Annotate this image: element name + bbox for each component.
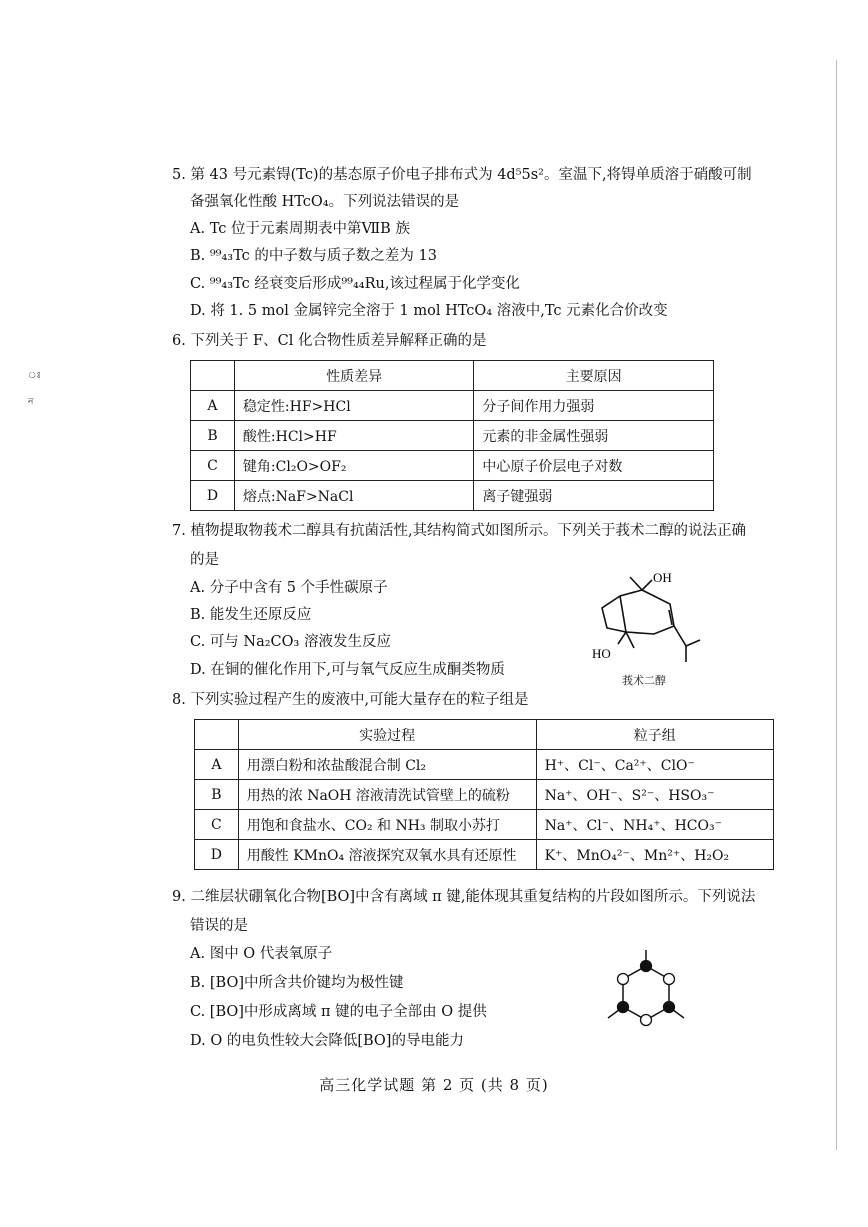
five-membered-ring [602, 590, 642, 632]
q9-stem-line2: 错误的是 [190, 918, 248, 934]
table-cell: D [195, 840, 239, 870]
table-cell: 中心原子价层电子对数 [474, 451, 714, 481]
oxygen-atom-open [641, 1015, 652, 1026]
table-row [195, 780, 774, 810]
table-cell: A [191, 391, 235, 421]
q6-header-2: 主要原因 [474, 361, 714, 391]
table-cell: 元素的非金属性强弱 [474, 421, 714, 451]
curcumenol-structure-diagram [590, 562, 720, 672]
q7-stem-line1: 7. 植物提取物莪术二醇具有抗菌活性,其结构简式如图所示。下列关于莪术二醇的说法正确 [172, 523, 747, 539]
table-cell: K⁺、MnO₄²⁻、Mn²⁺、H₂O₂ [536, 840, 773, 870]
table-cell: 稳定性:HF>HCl [234, 391, 473, 421]
boron-atom-filled [618, 1002, 629, 1013]
q8-header-2: 粒子组 [536, 720, 773, 750]
table-row [195, 810, 774, 840]
q6-stem: 6. 下列关于 F、Cl 化合物性质差异解释正确的是 [172, 333, 487, 349]
q5-stem-line2: 备强氧化性酸 HTcO₄。下列说法错误的是 [190, 194, 460, 210]
methyl-bond-top [630, 577, 642, 590]
q6-header-1: 性质差异 [234, 361, 473, 391]
q5-option-d: D. 将 1. 5 mol 金属锌完全溶于 1 mol HTcO₄ 溶液中,Tc 元素化合价改变 [190, 303, 668, 319]
seven-membered-ring [626, 590, 674, 634]
table-row [195, 750, 774, 780]
q5-option-a: A. Tc 位于元素周期表中第ⅦB 族 [190, 221, 410, 237]
q6-table [190, 360, 714, 511]
table-cell: 用漂白粉和浓盐酸混合制 Cl₂ [238, 750, 536, 780]
q9-option-a: A. 图中 O 代表氧原子 [190, 946, 333, 962]
table-cell: H⁺、Cl⁻、Ca²⁺、ClO⁻ [536, 750, 773, 780]
side-mark-2: ন [28, 397, 34, 407]
oh-label-bottom: HO [592, 646, 611, 661]
table-row [191, 481, 714, 511]
oxygen-atom-open [664, 974, 675, 985]
q8-stem: 8. 下列实验过程产生的废液中,可能大量存在的粒子组是 [172, 692, 529, 708]
table-row [191, 391, 714, 421]
table-cell: A [195, 750, 239, 780]
table-cell: 酸性:HCl>HF [234, 421, 473, 451]
table-cell: 用酸性 KMnO₄ 溶液探究双氧水具有还原性 [238, 840, 536, 870]
q6-header-0 [191, 361, 235, 391]
table-cell: 分子间作用力强弱 [474, 391, 714, 421]
page-edge-line [836, 60, 837, 1150]
side-mark-1: ঃ [28, 371, 42, 381]
table-cell: B [195, 780, 239, 810]
q8-header-0 [195, 720, 239, 750]
isopropyl-group [674, 626, 700, 662]
oxygen-atom-open [618, 974, 629, 985]
table-cell: 熔点:NaF>NaCl [234, 481, 473, 511]
q7-option-b: B. 能发生还原反应 [190, 607, 312, 623]
q5-stem-line1: 5. 第 43 号元素锝(Tc)的基态原子价电子排布式为 4d⁵5s²。室温下,将锝单质溶于硝酸可制 [172, 167, 752, 183]
table-row [195, 840, 774, 870]
methyl-bond-bottom [626, 632, 634, 648]
table-cell: 键角:Cl₂O>OF₂ [234, 451, 473, 481]
boron-oxide-fragment-diagram [600, 944, 692, 1040]
table-cell: B [191, 421, 235, 451]
q9-option-c: C. [BO]中形成离域 π 键的电子全部由 O 提供 [190, 1004, 487, 1020]
page-footer: 高三化学试题 第 2 页 (共 8 页) [319, 1076, 549, 1094]
table-header-row [195, 720, 774, 750]
table-cell: Na⁺、OH⁻、S²⁻、HSO₃⁻ [536, 780, 773, 810]
table-row [191, 421, 714, 451]
table-cell: 用热的浓 NaOH 溶液清洗试管壁上的硫粉 [238, 780, 536, 810]
q9-option-b: B. [BO]中所含共价键均为极性键 [190, 975, 404, 991]
table-cell: D [191, 481, 235, 511]
boron-atom-filled [641, 961, 652, 972]
q5-option-c: C. ⁹⁹₄₃Tc 经衰变后形成⁹⁹₄₄Ru,该过程属于化学变化 [190, 276, 520, 292]
oh-label-top: OH [653, 570, 672, 585]
table-cell: Na⁺、Cl⁻、NH₄⁺、HCO₃⁻ [536, 810, 773, 840]
boron-atom-filled [664, 1002, 675, 1013]
q8-table [194, 719, 774, 870]
table-cell: 离子键强弱 [474, 481, 714, 511]
table-header-row [191, 361, 714, 391]
structure-caption: 莪术二醇 [622, 674, 666, 687]
q7-option-d: D. 在铜的催化作用下,可与氧气反应生成酮类物质 [190, 662, 505, 678]
q8-header-1: 实验过程 [238, 720, 536, 750]
q7-option-c: C. 可与 Na₂CO₃ 溶液发生反应 [190, 634, 391, 650]
table-cell: 用饱和食盐水、CO₂ 和 NH₃ 制取小苏打 [238, 810, 536, 840]
table-cell: C [195, 810, 239, 840]
q5-option-b: B. ⁹⁹₄₃Tc 的中子数与质子数之差为 13 [190, 248, 437, 264]
table-row [191, 451, 714, 481]
oh-bond-bottom [618, 632, 626, 644]
q7-option-a: A. 分子中含有 5 个手性碳原子 [190, 580, 388, 596]
q9-option-d: D. O 的电负性较大会降低[BO]的导电能力 [190, 1033, 464, 1049]
table-cell: C [191, 451, 235, 481]
q7-stem-line2: 的是 [190, 552, 219, 568]
oh-bond-top [642, 580, 652, 590]
q9-stem-line1: 9. 二维层状硼氧化合物[BO]中含有离域 π 键,能体现其重复结构的片段如图所示。下列说法 [172, 889, 756, 905]
